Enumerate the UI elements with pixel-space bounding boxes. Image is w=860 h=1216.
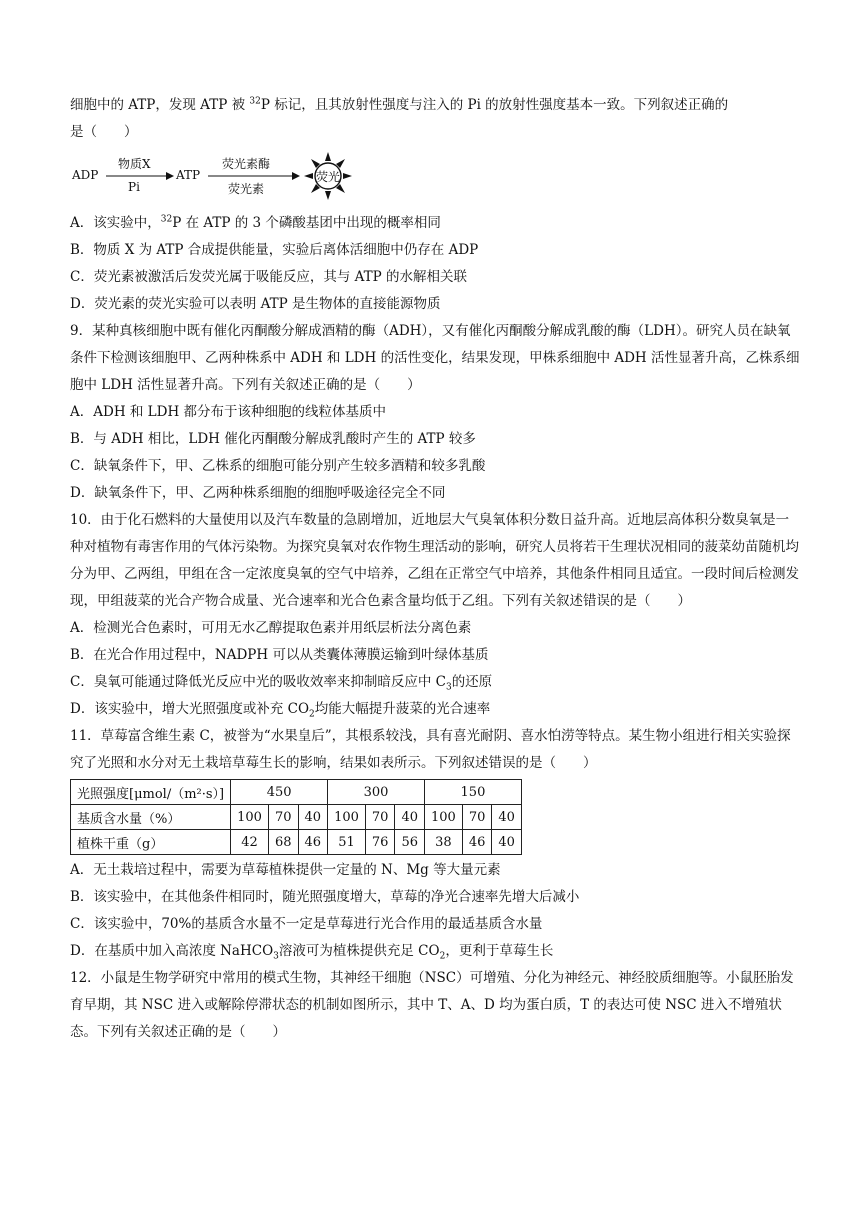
table-header-water: 基质含水量（%） — [71, 805, 231, 830]
q10-option-a: A．检测光合色素时，可用无水乙醇提取色素并用纸层析法分离色素 — [70, 620, 472, 636]
q10-option-b: B．在光合作用过程中，NADPH 可以从类囊体薄膜运输到叶绿体基质 — [70, 647, 489, 663]
fluorescence-label: 荧光 — [316, 170, 341, 184]
table-cell: 70 — [268, 805, 298, 830]
table-cell: 40 — [492, 805, 522, 830]
q11-stem: 11．草莓富含维生素 C，被誉为“水果皇后”，其根系较浅，具有喜光耐阴、喜水怕涝等特点。某生物小组进行相关实验探究了光照和水分对无土栽培草莓生长的影响，结果如表所示。下列叙述错误的是（ ） — [70, 728, 791, 771]
q10-stem: 10．由于化石燃料的大量使用以及汽车数量的急剧增加，近地层大气臭氧体积分数日益升高。近地层高体积分数臭氧是一种对植物有毒害作用的气体污染物。为探究臭氧对农作物生理活动的影响，研究人员将若干生理状况相同的菠菜幼苗随机均分为甲、乙两组，甲组在含一定浓度臭氧的空气中培养，乙组在正常空气中培养，其他条件相同且适宜。一段时间后检测发现，甲组菠菜的光合产物合成量、光合速率和光合色素含量均低于乙组。下列有关叙述错误的是（ ） — [70, 512, 799, 609]
q11-option-b: B．该实验中，在其他条件相同时，随光照强度增大，草莓的净光合速率先增大后减小 — [70, 889, 580, 905]
table-header-light: 光照强度[μmol/（m²·s）] — [71, 780, 231, 805]
table-cell: 51 — [328, 830, 366, 855]
table-header-dry-weight: 植株干重（g） — [71, 830, 231, 855]
table-cell: 100 — [328, 805, 366, 830]
luciferin-label: 荧光素 — [228, 182, 265, 196]
luciferase-label: 荧光素酶 — [222, 157, 271, 171]
q12-stem: 12．小鼠是生物学研究中常用的模式生物，其神经干细胞（NSC）可增殖、分化为神经元、神经胶质细胞等。小鼠胚胎发育早期，其 NSC 进入或解除停滞状态的机制如图所示，其中 T、A、D 均为蛋白质，T 的表达可使 NSC 进入不增殖状态。下列有关叙述正确的是（ ） — [70, 970, 794, 1040]
pi-label: Pi — [128, 180, 140, 194]
table-cell: 300 — [328, 780, 425, 805]
table-cell: 40 — [395, 805, 425, 830]
q11-option-a: A．无土栽培过程中，需要为草莓植株提供一定量的 N、Mg 等大量元素 — [70, 862, 501, 878]
atp-label: ATP — [176, 168, 201, 182]
adp-label: ADP — [72, 168, 99, 182]
substance-x-label: 物质X — [118, 157, 151, 171]
table-cell: 100 — [424, 805, 462, 830]
q11-option-d: D．在基质中加入高浓度 NaHCO$_3$溶液可为植株提供充足 $CO_2$，更利于草莓生长 — [70, 943, 554, 962]
q9-stem: 9．某种真核细胞中既有催化丙酮酸分解成酒精的酶（ADH），又有催化丙酮酸分解成乳酸的酶（LDH）。研究人员在缺氧条件下检测该细胞甲、乙两种株系中 ADH 和 LDH 的活性变化，结果发现，甲株系细胞中 ADH 活性显著升高，乙株系细胞中 LDH 活性显著升高。下列有关叙述正确的是（ ） — [70, 323, 800, 393]
table-row — [71, 780, 522, 805]
strawberry-data-table — [70, 779, 522, 855]
q9-option-b: B．与 ADH 相比，LDH 催化丙酮酸分解成乳酸时产生的 ATP 较多 — [70, 431, 476, 447]
q8-option-a: A．该实验中，$^{32}$P 在 ATP 的 3 个磷酸基团中出现的概率相同 — [70, 214, 441, 231]
atp-fluorescence-diagram — [70, 150, 800, 208]
q10-option-d: D．该实验中，增大光照强度或补充 $CO_2$均能大幅提升菠菜的光合速率 — [70, 701, 491, 720]
q11-option-c: C．该实验中，70%的基质含水量不一定是草莓进行光合作用的最适基质含水量 — [70, 916, 543, 932]
q8-option-c: C．荧光素被激活后发荧光属于吸能反应，其与 ATP 的水解相关联 — [70, 269, 468, 285]
table-cell: 40 — [298, 805, 328, 830]
table-cell: 42 — [231, 830, 269, 855]
q9-option-d: D．缺氧条件下，甲、乙两种株系细胞的细胞呼吸途径完全不同 — [70, 485, 446, 501]
q9-option-c: C．缺氧条件下，甲、乙株系的细胞可能分别产生较多酒精和较多乳酸 — [70, 458, 486, 474]
table-cell: 46 — [298, 830, 328, 855]
table-cell: 100 — [231, 805, 269, 830]
q8-option-b: B．物质 X 为 ATP 合成提供能量，实验后离体活细胞中仍存在 ADP — [70, 242, 479, 258]
table-cell: 56 — [395, 830, 425, 855]
table-cell: 70 — [462, 805, 492, 830]
table-cell: 68 — [268, 830, 298, 855]
q9-option-a: A．ADH 和 LDH 都分布于该种细胞的线粒体基质中 — [70, 404, 387, 420]
table-cell: 150 — [424, 780, 521, 805]
table-row — [71, 805, 522, 830]
table-cell: 38 — [424, 830, 462, 855]
table-cell: 46 — [462, 830, 492, 855]
table-cell: 76 — [365, 830, 395, 855]
q8-stem-line2: 是（ ） — [70, 124, 138, 140]
q8-stem: 细胞中的 ATP，发现 ATP 被 $^{32}$P 标记，且其放射性强度与注入的 Pi 的放射性强度基本一致。下列叙述正确的 — [70, 96, 729, 113]
table-cell: 450 — [231, 780, 328, 805]
table-cell: 70 — [365, 805, 395, 830]
table-row — [71, 830, 522, 855]
q10-option-c: C．臭氧可能通过降低光反应中光的吸收效率来抑制暗反应中 $C_3$的还原 — [70, 674, 493, 693]
q8-option-d: D．荧光素的荧光实验可以表明 ATP 是生物体的直接能源物质 — [70, 296, 441, 312]
document-page — [70, 92, 800, 1046]
table-cell: 40 — [492, 830, 522, 855]
